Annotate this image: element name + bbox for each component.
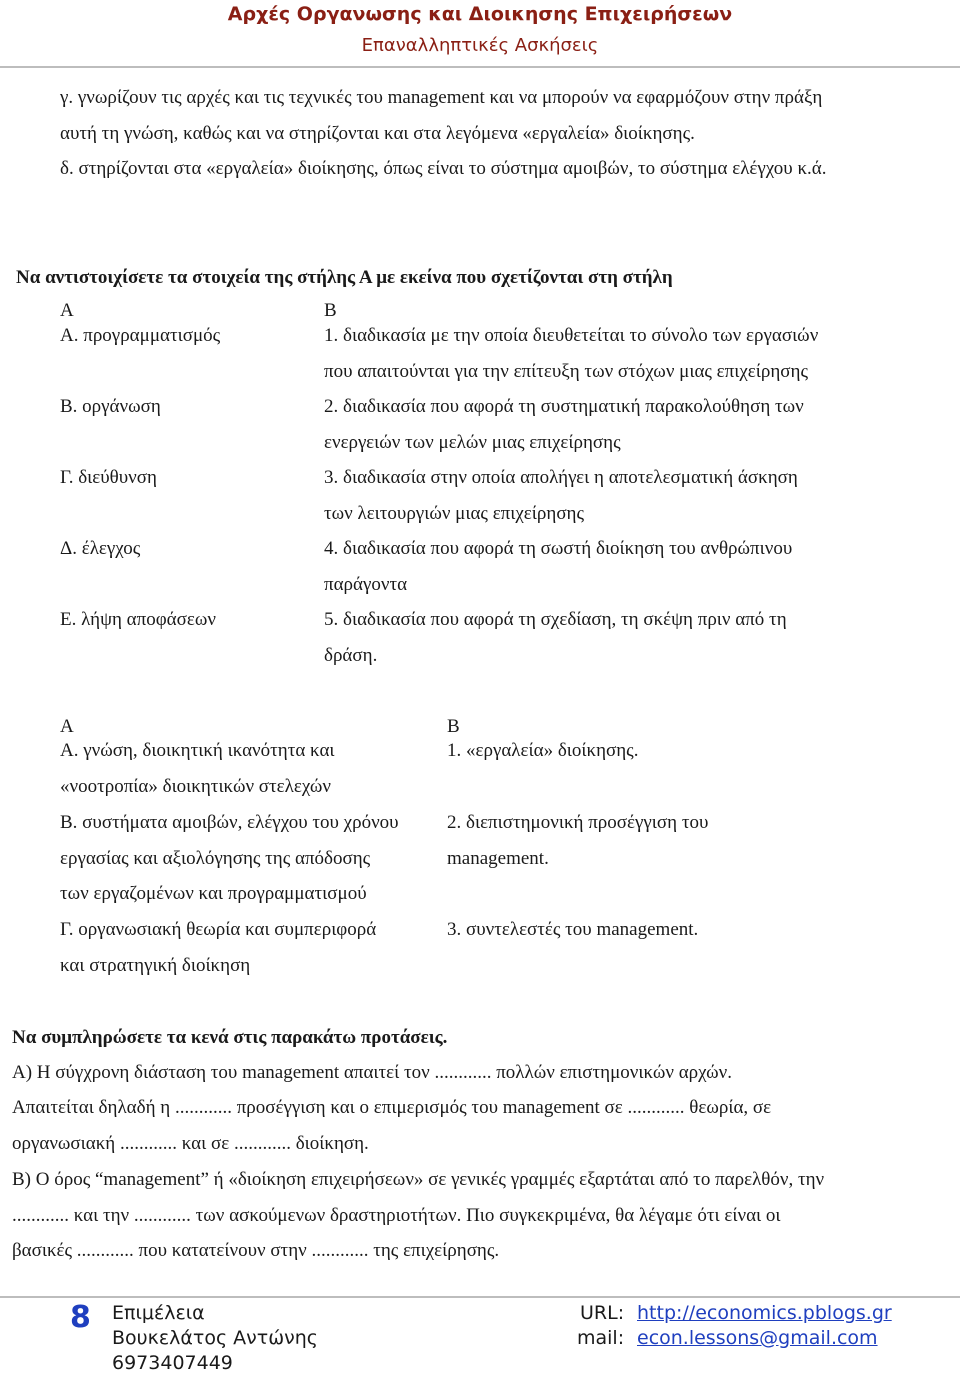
match2-b-item-2-line-1: 2. διεπιστημονική προσέγγιση του [447, 812, 709, 833]
match1-a-item-4: Δ. έλεγχος [60, 538, 141, 559]
match1-b-item-4-line-2: παράγοντα [324, 574, 408, 595]
match2-b-item-3: 3. συντελεστές του management. [447, 919, 699, 940]
match1-col-a-header: Α [60, 300, 74, 321]
match1-b-item-2-line-1: 2. διαδικασία που αφορά τη συστηματική παρακολούθηση των [324, 396, 804, 417]
footer-divider [0, 1296, 960, 1298]
header-title: Αρχές Οργανωσης και Διοικησης Επιχειρήσεων [227, 3, 733, 25]
fill-line-1: Α) Η σύγχρονη διάσταση του management απαιτεί τον ............ πολλών επιστημονικών αρχών. [12, 1062, 733, 1083]
footer-phone: 6973407449 [112, 1352, 233, 1374]
footer-mail-label: mail: [577, 1327, 625, 1349]
fill-line-2: Απαιτείται δηλαδή η ............ προσέγγιση και ο επιμερισμός του management σε ............ θεωρία, σε [12, 1097, 772, 1118]
match2-a-item-2-line-1: Β. συστήματα αμοιβών, ελέγχου του χρόνου [60, 812, 399, 833]
match1-b-item-5-line-2: δράση. [324, 645, 378, 666]
fill-line-3: οργανωσιακή ............ και σε ............ διοίκηση. [12, 1133, 369, 1154]
header-subtitle: Επαναλληπτικές Ασκήσεις [361, 35, 599, 56]
fill-line-6: βασικές ............ που κατατείνουν στην ............ της επιχείρησης. [12, 1240, 500, 1261]
footer-editor-label: Επιμέλεια [112, 1302, 205, 1324]
match2-b-item-2-line-2: management. [447, 848, 549, 869]
match2-a-item-1-line-1: Α. γνώση, διοικητική ικανότητα και [60, 740, 335, 761]
fill-line-4: Β) Ο όρος “management” ή «διοίκηση επιχειρήσεων» σε γενικές γραμμές εξαρτάται από το παρελθόν, την [12, 1169, 825, 1190]
match2-a-item-3-line-1: Γ. οργανωσιακή θεωρία και συμπεριφορά [60, 919, 377, 940]
match2-b-item-1: 1. «εργαλεία» διοίκησης. [447, 740, 639, 761]
footer-mail-link[interactable]: econ.lessons@gmail.com [637, 1327, 878, 1349]
fill-line-5: ............ και την ............ των ασκούμενων δραστηριοτήτων. Πιο συγκεκριμένα, θα λέγαμε ότι είναι οι [12, 1205, 781, 1226]
intro-line-3: δ. στηρίζονται στα «εργαλεία» διοίκησης, όπως είναι το σύστημα αμοιβών, το σύστημα ελέγχου κ.ά. [60, 158, 827, 179]
match1-b-item-4-line-1: 4. διαδικασία που αφορά τη σωστή διοίκηση του ανθρώπινου [324, 538, 793, 559]
match2-a-item-1-line-2: «νοοτροπία» διοικητικών στελεχών [60, 776, 331, 797]
footer-url-link[interactable]: http://economics.pblogs.gr [637, 1302, 892, 1324]
header-divider [0, 66, 960, 68]
match1-instruction: Να αντιστοιχίσετε τα στοιχεία της στήλης Α με εκείνα που σχετίζονται στη στήλη [16, 267, 673, 288]
match1-a-item-3: Γ. διεύθυνση [60, 467, 157, 488]
fill-instruction: Να συμπληρώσετε τα κενά στις παρακάτω προτάσεις. [12, 1027, 448, 1048]
match2-a-item-2-line-3: των εργαζομένων και προγραμματισμού [60, 883, 367, 904]
match1-b-item-2-line-2: ενεργειών των μελών μιας επιχείρησης [324, 432, 621, 453]
match1-a-item-1: Α. προγραμματισμός [60, 325, 221, 346]
match1-b-item-3-line-2: των λειτουργιών μιας επιχείρησης [324, 503, 585, 524]
footer-page-number: 8 [70, 1300, 91, 1335]
match1-a-item-5: Ε. λήψη αποφάσεων [60, 609, 216, 630]
match1-a-item-2: Β. οργάνωση [60, 396, 161, 417]
match1-col-b-header: Β [324, 300, 337, 321]
match1-b-item-3-line-1: 3. διαδικασία στην οποία απολήγει η αποτελεσματική άσκηση [324, 467, 798, 488]
match2-col-a-header: Α [60, 716, 74, 737]
footer-editor-name: Βουκελάτος Αντώνης [112, 1327, 318, 1349]
match1-b-item-1-line-1: 1. διαδικασία με την οποία διευθετείται το σύνολο των εργασιών [324, 325, 819, 346]
match2-a-item-3-line-2: και στρατηγική διοίκηση [60, 955, 251, 976]
match1-b-item-5-line-1: 5. διαδικασία που αφορά τη σχεδίαση, τη σκέψη πριν από τη [324, 609, 787, 630]
footer-url-label: URL: [580, 1302, 625, 1324]
intro-line-2: αυτή τη γνώση, καθώς και να στηρίζονται και στα λεγόμενα «εργαλεία» διοίκησης. [60, 123, 695, 144]
match2-col-b-header: Β [447, 716, 460, 737]
intro-line-1: γ. γνωρίζουν τις αρχές και τις τεχνικές του management και να μπορούν να εφαρμόζουν στην πράξη [60, 87, 823, 108]
match1-b-item-1-line-2: που απαιτούνται για την επίτευξη των στόχων μιας επιχείρησης [324, 361, 809, 382]
match2-a-item-2-line-2: εργασίας και αξιολόγησης της απόδοσης [60, 848, 371, 869]
